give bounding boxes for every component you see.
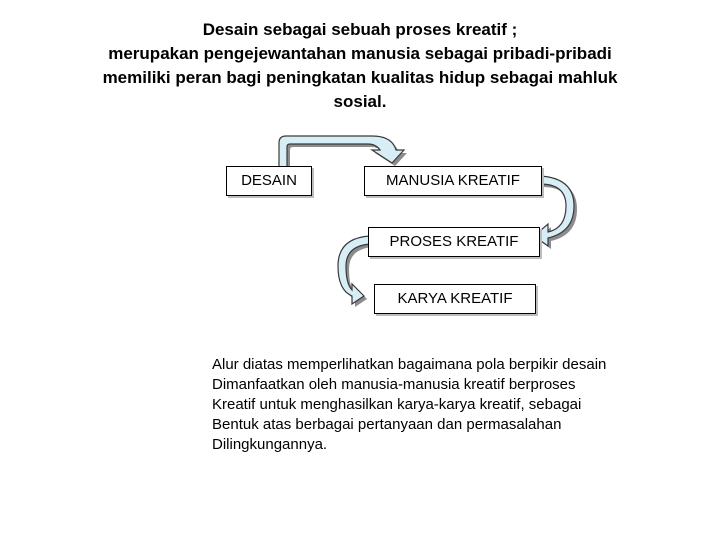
box-desain: DESAIN [226,166,312,196]
box-manusia-kreatif: MANUSIA KREATIF [364,166,542,196]
description-line-1: Alur diatas memperlihatkan bagaimana pola berpikir desain [212,356,607,373]
title-line-4: sosial. [333,92,387,111]
title-line-1: Desain sebagai sebuah proses kreatif ; [202,20,518,39]
description-line-2: Dimanfaatkan oleh manusia-manusia kreatif berproses [212,376,576,393]
description-paragraph [212,355,702,455]
description-line-4: Bentuk atas berbagai pertanyaan dan permasalahan [212,416,562,433]
description-line-3: Kreatif untuk menghasilkan karya-karya kreatif, sebagai [212,396,582,413]
title-line-2: merupakan pengejewantahan manusia sebagai pribadi-pribadi [108,44,612,63]
title-line-3: memiliki peran bagi peningkatan kualitas hidup sebagai mahluk [102,68,618,87]
box-proses-kreatif: PROSES KREATIF [368,227,540,257]
description-line-5: Dilingkungannya. [212,436,328,453]
box-karya-kreatif: KARYA KREATIF [374,284,536,314]
